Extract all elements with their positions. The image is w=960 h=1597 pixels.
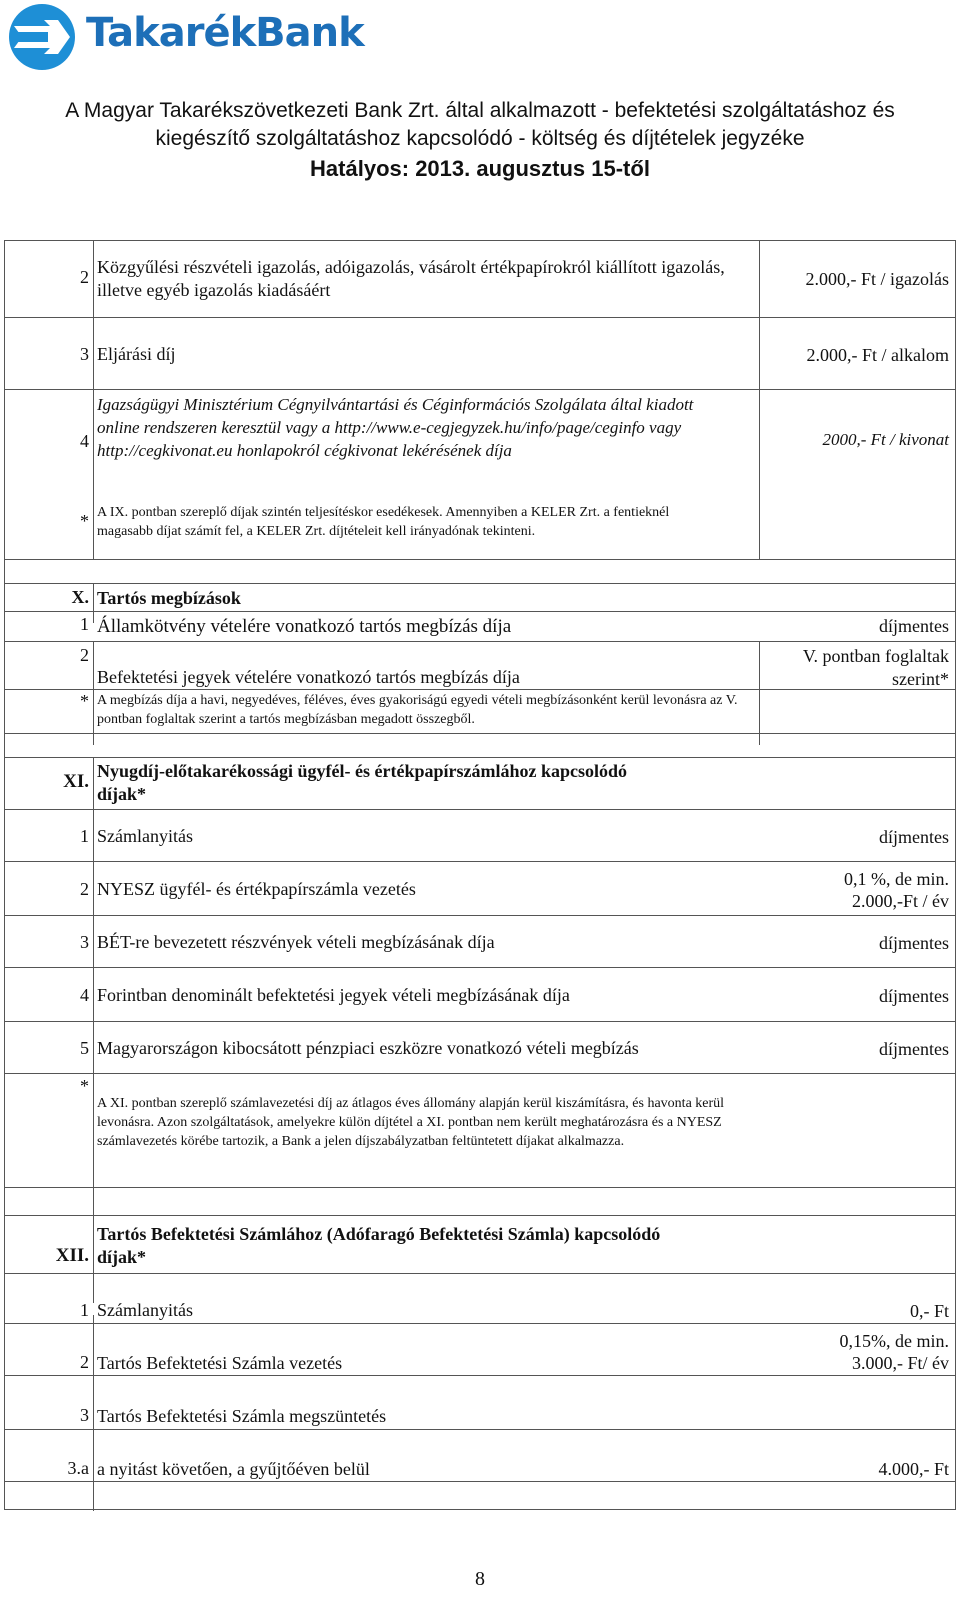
row-fee-line1: 0,1 %, de min. [844,869,949,889]
row-number: 3 [80,932,89,952]
row-number: 4 [80,431,89,451]
section-number: XI. [63,771,89,792]
row-description: Államkötvény vételére vonatkozó tartós megbízás díja [97,616,512,637]
row-fee-line2: 2.000,-Ft / év [852,891,949,911]
note-marker: * [80,691,89,711]
row-description: NYESZ ügyfél- és értékpapírszámla vezetés [97,879,416,899]
row-description: Számlanyitás [97,1300,193,1320]
row-fee: díjmentes [879,616,949,636]
row-number: 3 [80,344,89,364]
document-title-line2: kiegészítő szolgáltatáshoz kapcsolódó - költség és díjtételek jegyzéke [155,127,805,150]
row-fee: díjmentes [879,827,949,847]
row-description: Magyarországon kibocsátott pénzpiaci eszközre vonatkozó vételi megbízás [97,1038,639,1058]
fee-table [4,240,956,1510]
note-text: A megbízás díja a havi, negyedéves, féléves, éves gyakoriságú egyedi vételi megbízásonként kerül levonásra az V. pontban foglaltak szerint a tartós megbízásban megadott összegből. [97,693,738,727]
row-description: Eljárási díj [97,344,176,364]
page-number: 8 [475,1568,485,1590]
row-fee: 2000,- Ft / kivonat [822,430,949,449]
row-fee: díjmentes [879,986,949,1006]
effective-date: Hatályos: 2013. augusztus 15-től [310,156,650,181]
document-title-line1: A Magyar Takarékszövetkezeti Bank Zrt. által alkalmazott - befektetési szolgáltatáshoz és [65,99,895,122]
note-text: A XI. pontban szereplő számlavezetési díj az átlagos éves állomány alapján kerül kiszámításra, és havonta kerül levonásra. Azon szolgáltatások, amelyekre külön díjtétel a XI. pontban nem került meghatározásra és a NYESZ számlavezetés körébe tartozik, a Bank a jelen díjszabályzatban feltüntetett díjakat alkalmazza. [97,1096,725,1149]
row-number: 2 [80,1352,89,1372]
row-description: Forintban denominált befektetési jegyek vételi megbízásának díja [97,985,570,1005]
row-fee: díjmentes [879,933,949,953]
row-description: Közgyűlési részvételi igazolás, adóigazolás, vásárolt értékpapírokról kiállított igazolás, illetve egyéb igazolás kiadásáért [97,257,725,300]
row-number: 3 [80,1405,89,1425]
row-number: 1 [80,1300,89,1320]
row-number: 2 [80,267,89,287]
note-marker: * [80,1076,89,1096]
section-title-line2: díjak* [97,784,147,804]
row-number: 1 [80,826,89,846]
section-title-line1: Tartós Befektetési Számlához (Adófaragó Befektetési Számla) kapcsolódó [97,1224,661,1244]
row-fee: 0,- Ft [909,1301,949,1321]
row-description: Tartós Befektetési Számla megszüntetés [97,1406,387,1426]
row-number: 3.a [67,1458,89,1478]
section-number: XII. [55,1245,89,1266]
section-title-line2: díjak* [97,1247,147,1267]
takarekbank-logo [4,2,424,70]
row-description: Számlanyitás [97,826,193,846]
section-title: Tartós megbízások [97,588,241,608]
row-fee-line1: 0,15%, de min. [839,1331,949,1351]
row-description: Igazságügyi Minisztérium Cégnyilvántartási és Céginformációs Szolgálata által kiadott online rendszeren keresztül vagy a http://www.e-cegjegyzek.hu/info/page/ceginfo vagy http://cegkivonat.eu honlapokról cégkivonat lekérésének díja [97,395,694,460]
row-fee: 4.000,- Ft [878,1459,949,1479]
row-number: 4 [80,985,89,1005]
row-fee-line1: V. pontban foglaltak [802,646,949,666]
row-description: a nyitást követően, a gyűjtőéven belül [97,1459,370,1479]
row-fee-line2: szerint* [892,669,949,689]
note-text: A IX. pontban szereplő díjak szintén teljesítéskor esedékesek. Amennyiben a KELER Zrt. a fentieknél magasabb díjat számít fel, a KELER Zrt. díjtételeit kell irányadónak tekinteni. [97,505,670,539]
logo-wordmark: TakarékBank [86,10,364,56]
section-title-line1: Nyugdíj-előtakarékossági ügyfél- és értékpapírszámlához kapcsolódó [97,761,627,781]
row-fee: díjmentes [879,1039,949,1059]
row-number: 5 [80,1038,89,1058]
note-marker: * [80,511,89,531]
row-number: 2 [80,879,89,899]
row-description: Tartós Befektetési Számla vezetés [97,1353,343,1373]
row-number: 1 [80,614,89,634]
row-number: 2 [80,645,89,665]
row-description: Befektetési jegyek vételére vonatkozó tartós megbízás díja [97,667,520,687]
row-fee: 2.000,- Ft / alkalom [806,345,949,365]
row-fee-line2: 3.000,- Ft/ év [852,1353,949,1373]
row-description: BÉT-re bevezetett részvények vételi megbízásának díja [97,932,495,952]
row-fee: 2.000,- Ft / igazolás [805,269,949,289]
section-number: X. [71,587,89,607]
